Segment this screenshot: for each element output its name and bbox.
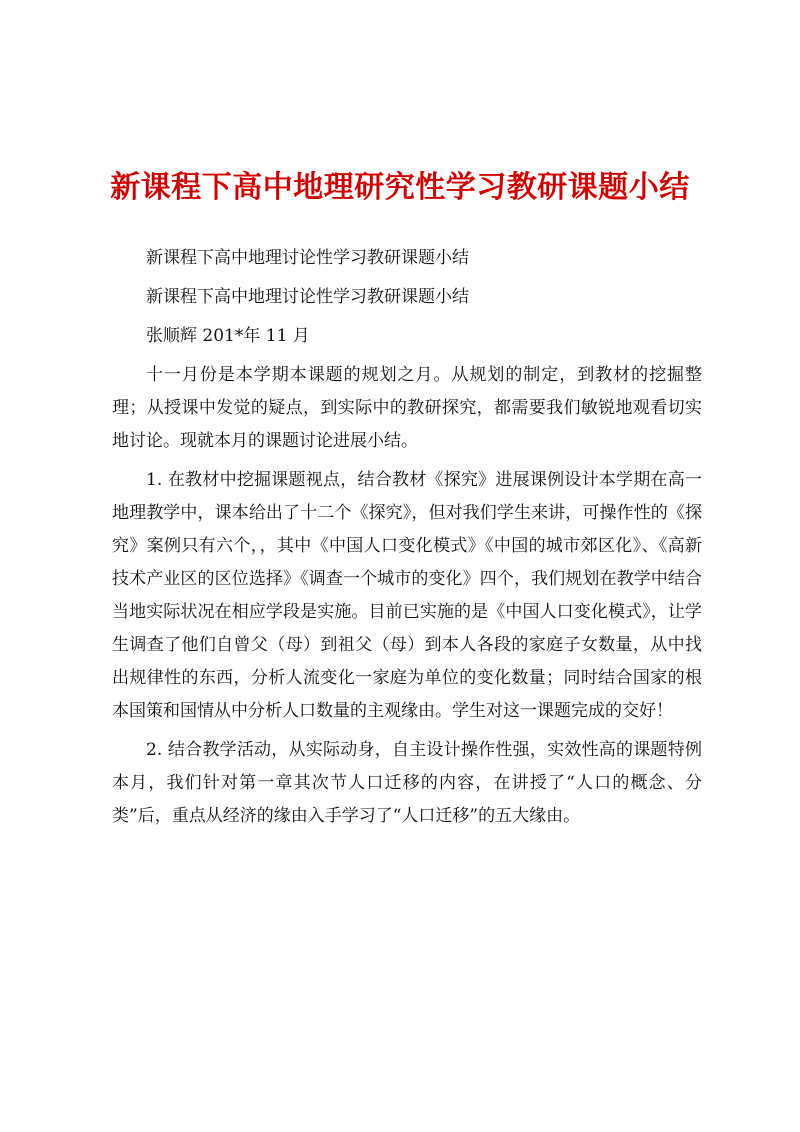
paragraph-section-2: 2. 结合教学活动，从实际动身，自主设计操作性强，实效性高的课题特例本月，我们针对第一章其次节人口迁移的内容，在讲授了“人口的概念、分类”后，重点从经济的缘由入手学习了“人口迁移”的五大缘由。 — [112, 740, 702, 826]
document-title: 新课程下高中地理研究性学习教研课题小结 — [110, 170, 690, 205]
paragraph-intro: 十一月份是本学期本课题的规划之月。从规划的制定，到教材的挖掘整理；从授课中发觉的疑点，到实际中的教研探究，都需要我们敏锐地观看切实地讨论。现就本月的课题讨论进展小结。 — [112, 365, 702, 451]
subtitle-line-2: 新课程下高中地理讨论性学习教研课题小结 — [146, 287, 469, 307]
subtitle-line-1: 新课程下高中地理讨论性学习教研课题小结 — [146, 248, 469, 268]
document-body — [112, 242, 702, 839]
paragraph-section-1: 1. 在教材中挖掘课题视点，结合教材《探究》进展课例设计本学期在高一地理教学中，课本给出了十二个《探究》，但对我们学生来讲，可操作性的《探究》案例只有六个，，其中《中国人口变化模式》《中国的城市郊区化》、《高新技术产业区的区位选择》《调查一个城市的变化》四个，我们规划在教学中结合当地实际状况在相应学段是实施。目前已实施的是《中国人口变化模式》，让学生调查了他们自曾父（母）到祖父（母）到本人各段的家庭子女数量，从中找出规律性的东西，分析人流变化一家庭为单位的变化数量；同时结合国家的根本国策和国情从中分析人口数量的主观缘由。学生对这一课题完成的交好！ — [112, 470, 702, 721]
author-date-line: 张顺辉 201*年 11 月 — [146, 326, 310, 346]
